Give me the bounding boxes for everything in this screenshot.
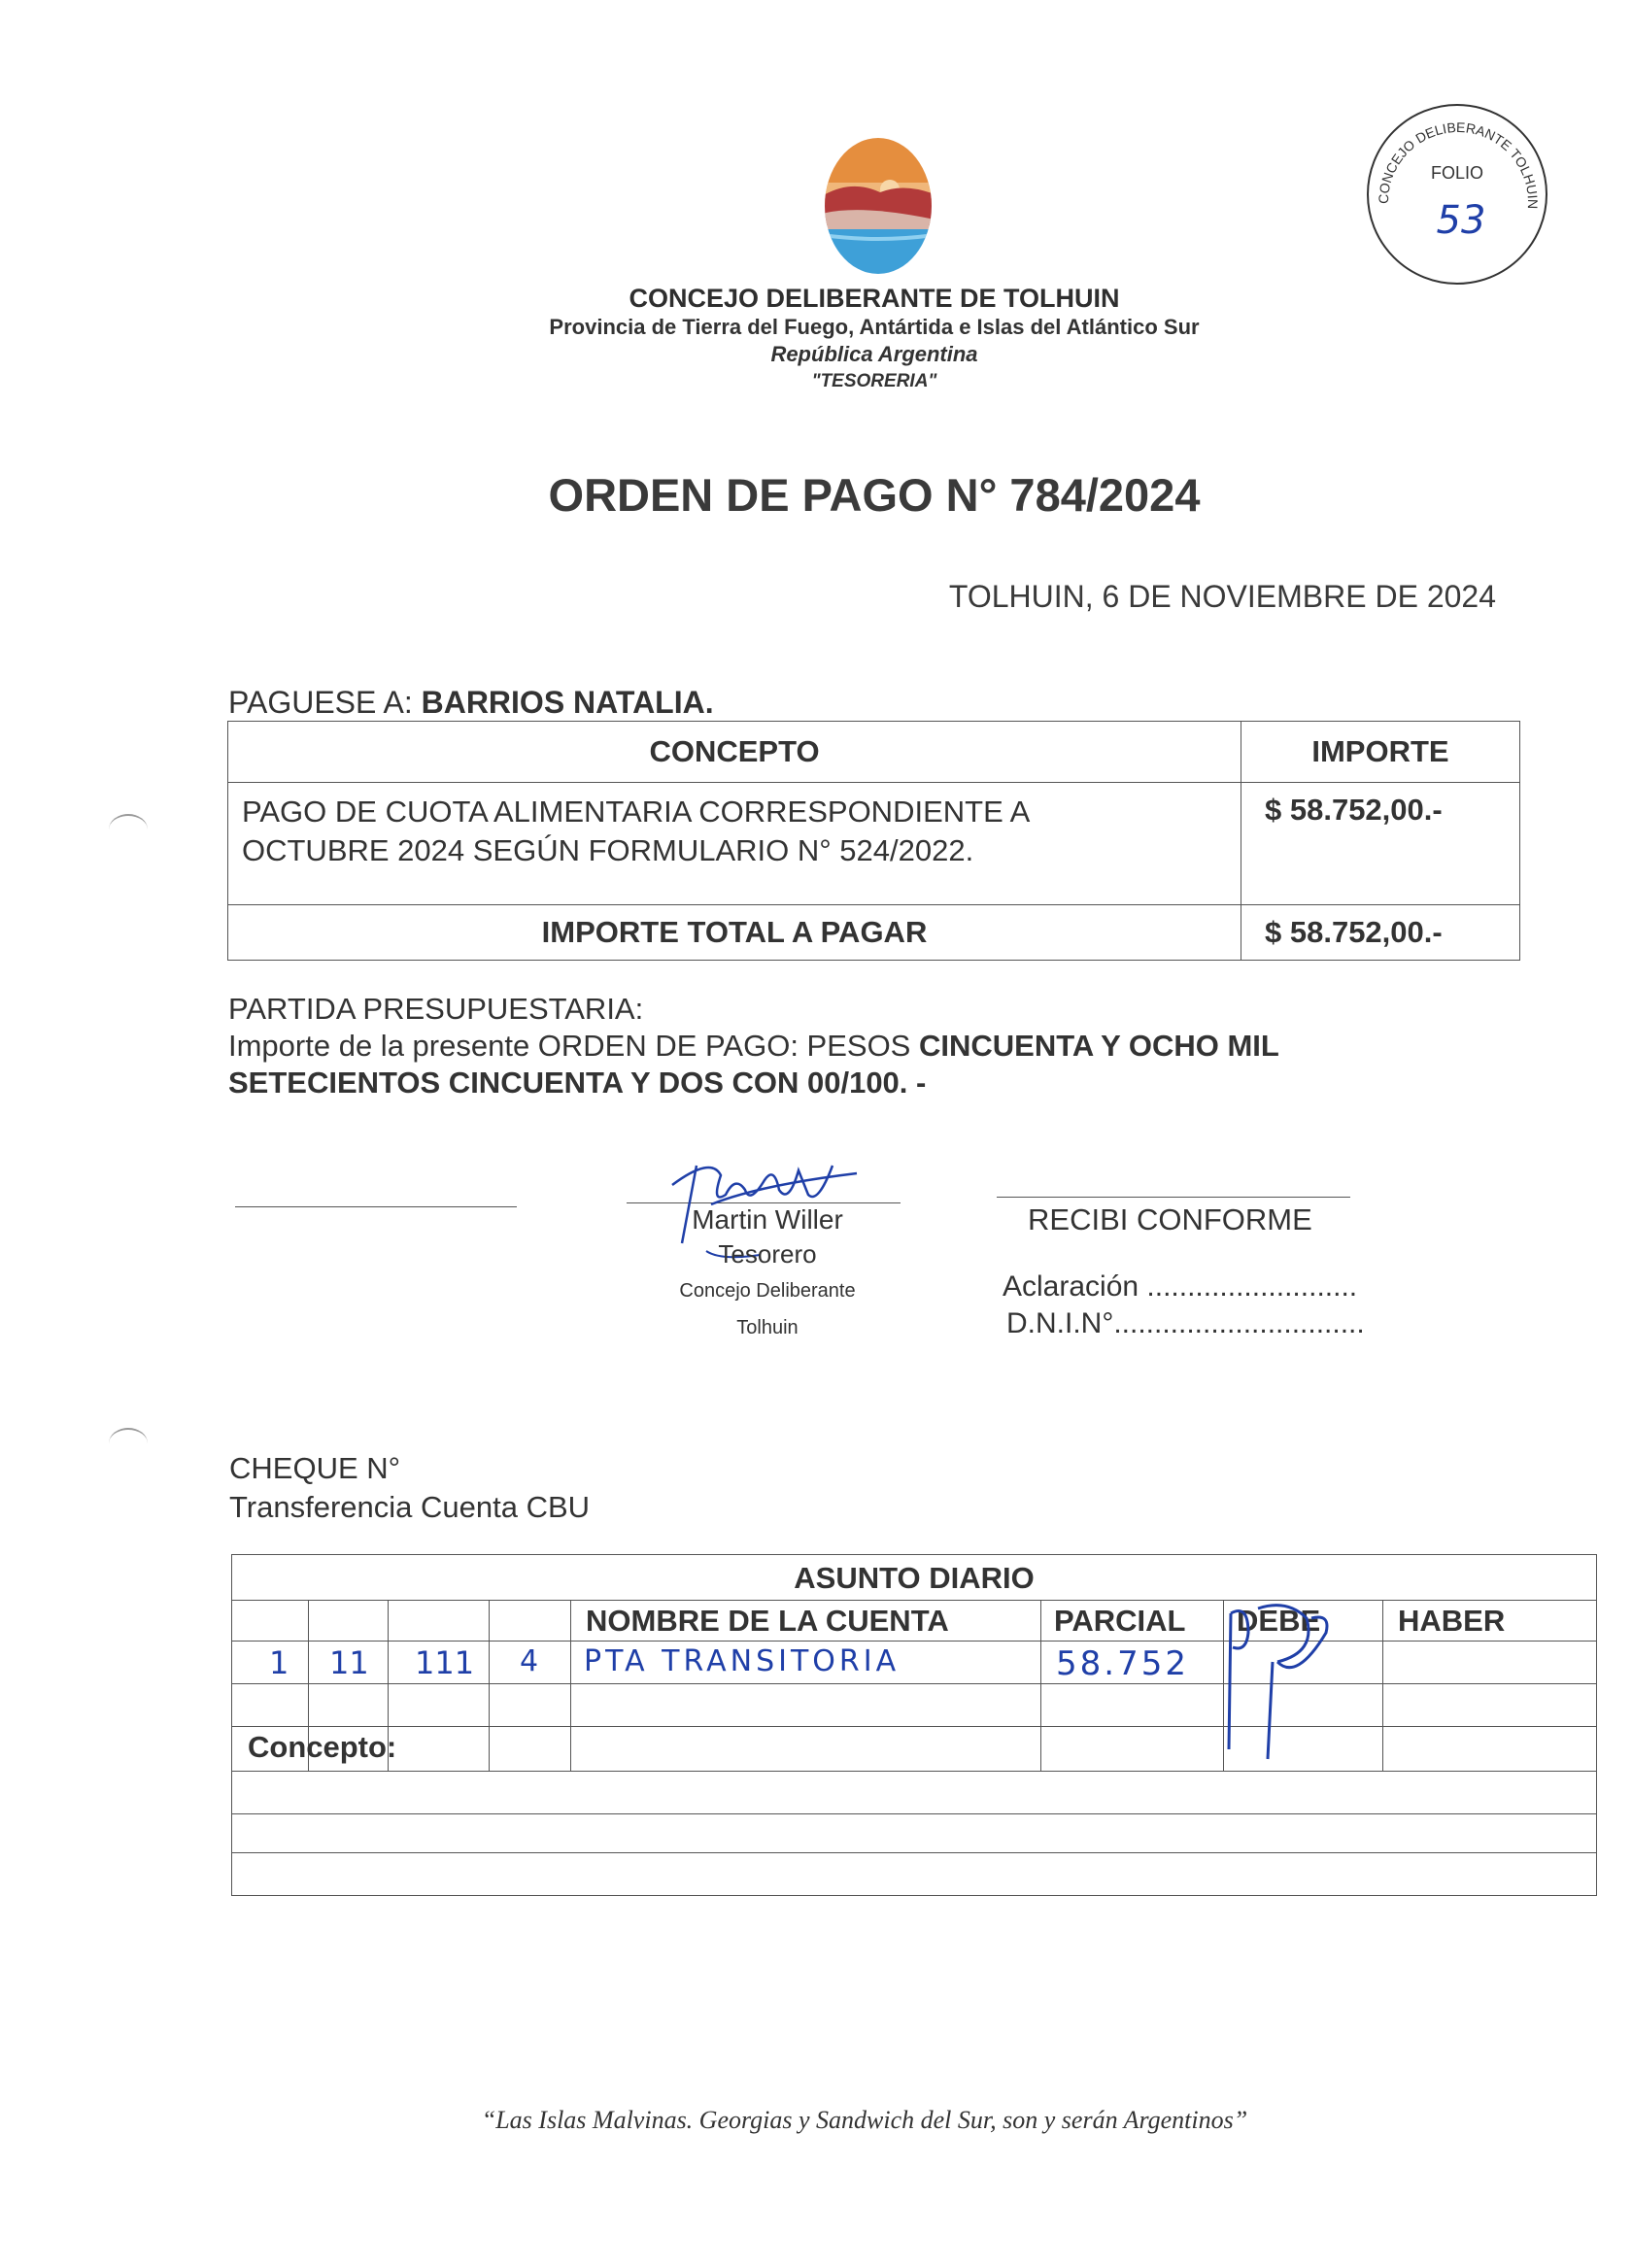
grid-line [232, 1683, 1596, 1684]
col-account-name: NOMBRE DE LA CUENTA [586, 1604, 949, 1638]
stamp-ring-text: CONCEJO DELIBERANTE TOLHUIN [1375, 118, 1542, 210]
hand-code-2: 11 [329, 1644, 369, 1681]
total-label: IMPORTE TOTAL A PAGAR [228, 905, 1241, 961]
journal-entry-table [231, 1554, 1597, 1896]
amount-cell: $ 58.752,00.- [1241, 783, 1520, 905]
grid-line [232, 1813, 1596, 1814]
concept-header: CONCEPTO [228, 722, 1241, 783]
concept-line: PAGO DE CUOTA ALIMENTARIA CORRESPONDIENTE A [242, 795, 1031, 829]
grid-line [232, 1726, 1596, 1727]
partida-words-1: CINCUENTA Y OCHO MIL [918, 1029, 1279, 1063]
partida-section [228, 991, 1491, 1101]
concept-footer-label: Concepto: [248, 1730, 397, 1764]
grid-line [232, 1852, 1596, 1853]
amount-header: IMPORTE [1241, 722, 1520, 783]
scan-mark [109, 1428, 148, 1459]
treasurer-role: Tesorero [718, 1239, 817, 1269]
org-name: CONCEJO DELIBERANTE DE TOLHUIN [629, 284, 1120, 313]
concept-table [227, 721, 1520, 961]
treasurer-org: Concejo Deliberante [679, 1280, 856, 1302]
payee-line [228, 685, 714, 721]
country-name: República Argentina [770, 342, 978, 366]
hand-initials [1219, 1594, 1336, 1778]
partida-label: PARTIDA PRESUPUESTARIA: [228, 992, 644, 1026]
cheque-label: CHEQUE N° [229, 1451, 401, 1485]
grid-line [489, 1600, 490, 1771]
concept-line: OCTUBRE 2024 SEGÚN FORMULARIO N° 524/2022. [242, 833, 974, 867]
document-title: ORDEN DE PAGO N° 784/2024 [548, 469, 1201, 521]
grid-line [232, 1771, 1596, 1772]
footer-motto: “Las Islas Malvinas. Georgias y Sandwich del Sur, son y serán Argentinos” [481, 2106, 1248, 2134]
concejo-logo [822, 136, 935, 276]
scan-mark [109, 814, 148, 845]
blank-signature-line [235, 1206, 517, 1207]
concept-cell [228, 783, 1241, 905]
hand-account-name: PTA TRANSITORIA [584, 1644, 901, 1678]
grid-line [232, 1641, 1596, 1642]
department-name: "TESORERIA" [811, 371, 937, 391]
dni-field: D.N.I.N°............................... [1006, 1307, 1365, 1339]
transfer-label: Transferencia Cuenta CBU [229, 1490, 591, 1524]
treasurer-name: Martin Willer [692, 1204, 843, 1235]
hand-partial-value: 58.752 [1056, 1644, 1189, 1683]
col-credit: HABER [1398, 1604, 1506, 1638]
receipt-label: RECIBI CONFORME [1028, 1202, 1312, 1236]
payee-name: BARRIOS NATALIA. [421, 685, 714, 720]
payee-label: PAGUESE A: [228, 685, 413, 720]
journal-title: ASUNTO DIARIO [794, 1561, 1035, 1595]
col-debit: DEBE [1237, 1604, 1321, 1638]
receipt-signature-line [997, 1197, 1350, 1198]
document-date: TOLHUIN, 6 DE NOVIEMBRE DE 2024 [948, 579, 1496, 614]
folio-stamp [1360, 97, 1554, 291]
partida-prefix: Importe de la presente ORDEN DE PAGO: PESOS [228, 1029, 919, 1063]
partida-words-2: SETECIENTOS CINCUENTA Y DOS CON 00/100. - [228, 1066, 927, 1100]
hand-code-4: 4 [520, 1644, 539, 1678]
partida-amount-line [228, 1028, 1491, 1065]
grid-line [232, 1600, 1596, 1601]
stamp-folio-number: 53 [1436, 198, 1486, 243]
total-amount: $ 58.752,00.- [1241, 905, 1520, 961]
hand-code-1: 1 [269, 1644, 289, 1681]
hand-code-3: 111 [415, 1644, 475, 1681]
grid-line [1382, 1600, 1383, 1771]
province-name: Provincia de Tierra del Fuego, Antártida e Islas del Atlántico Sur [549, 315, 1200, 339]
aclaracion-field: Aclaración .......................... [1003, 1270, 1358, 1303]
grid-line [1040, 1600, 1041, 1771]
treasurer-city: Tolhuin [736, 1317, 799, 1338]
col-partial: PARCIAL [1054, 1604, 1186, 1638]
stamp-folio-label: FOLIO [1430, 163, 1484, 183]
grid-line [570, 1600, 571, 1771]
